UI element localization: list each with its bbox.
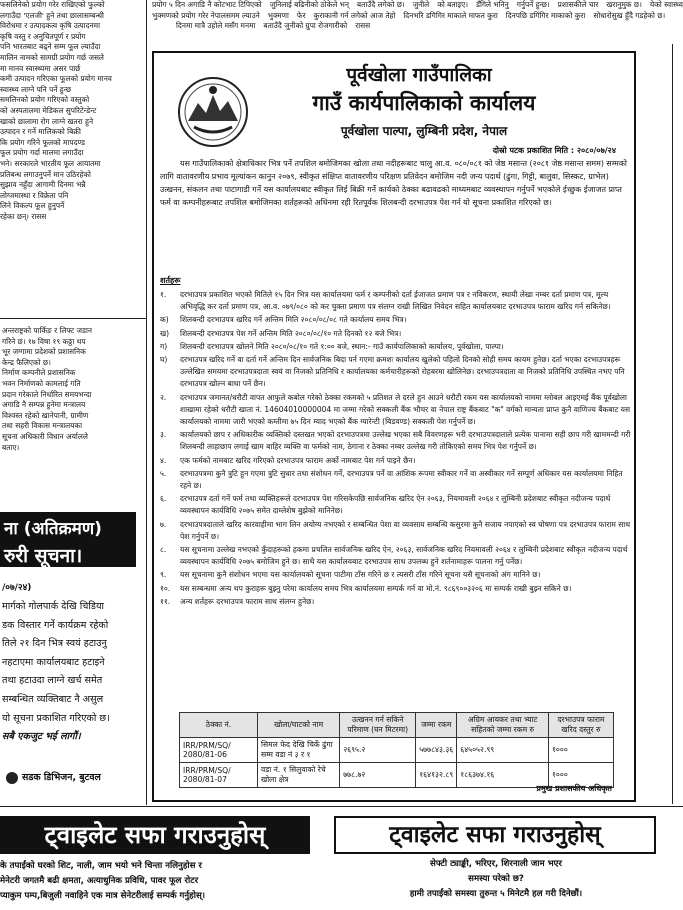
table-cell: १००० bbox=[548, 738, 613, 763]
left-column-2-line: भवन निर्माणको कामलाई गति bbox=[2, 378, 81, 388]
left-column-line: रहेका छन्। रासस bbox=[0, 211, 47, 221]
notice-intro: यस गाउँपालिकाको क्षेत्राधिकार भित्र पर्ने तपशिल बमोजिमका खोला तथा नदीहरूबाट चालु आ.व. ०८०/०८१ को जेष्ठ मसान्त (२०८१ जेष्ठ मसान्त समम) सम्मको लागि वातावरणीय प्रभाव मूल्यांकन कानुन २०७९, स्वीकृत संक्षिप्त वातावरणीय परिक्षण प्रतिवेदन बमोजिम नदी जन्य पदार्थ (ढुंगा, गिट्टी, बालुवा, सिस्कट, ग्राभेल) उत्खनन, संकलन तथा पाटागाडी गर्ने यस कार्यालयबाट स्वीकृत लिई बिक्री गर्ने कार्यको ठेक्का बढावढको माध्यमबाट व्यवस्थापन गर्नुपर्ने भएकोले ईच्छुक ईजाजत प्राप्त फर्म वा कम्पनीहरूबाट तपशिल बमोजिमका शर्तहरूको अधिनमा रही रितपूर्वक शिलबन्दी दरभाउपत्र पेश गर्न यो सूचना प्रकाशित गरिएको छ। bbox=[160, 159, 627, 207]
ad-right-line-2: समस्या परेको छ? bbox=[468, 874, 524, 884]
top-strip-fragment: बताउँदै जुनीको ग्रुपा रोजगारीको bbox=[263, 21, 348, 31]
left-notice-date: /०७/२४) bbox=[2, 583, 32, 593]
left-column-line: मालिन नामको सामग्री प्रयोग गर्छ जसले bbox=[0, 52, 104, 62]
left-column-line: कमी उत्पादन गरिएका फूलको प्रयोग मानव bbox=[0, 74, 112, 84]
condition-number: क) bbox=[160, 315, 169, 325]
table-header-cell: दरभाउपत्र फाराम खरिद दस्तुर रु bbox=[548, 713, 613, 738]
top-strip-fragment: सोधारोसुख हुँदै गडहेको छ। bbox=[593, 10, 666, 20]
left-column-2-line: भूर जग्गामा प्रदेशको प्रशासनिक bbox=[2, 347, 86, 357]
table-header-row bbox=[180, 713, 614, 738]
tender-notice bbox=[152, 51, 636, 802]
left-column-2-line: विश्वस्त रहेको खानेपानी, ग्रामीण bbox=[2, 410, 89, 420]
top-strip-fragment: भुक्मणको प्रयोग गरेर नेपालसमम ल्याउने bbox=[152, 10, 260, 20]
condition-text: दरभाउपत्र दर्ता गर्ने फर्म तथा व्यक्तिहरूले दरभाउपत्र पेश गरिसकेपछि सार्वजनिक खरिद ऐन २०६३, नियमावली २०६४ र लुम्बिनी प्रदेशबाट स्वीकृत नदीजन्य पदार्थ व्यवस्थापन कार्यविधि २०७५ समेत दाम्लेशेष बुझेको मानिनेछ। bbox=[180, 494, 611, 516]
condition-item bbox=[160, 429, 632, 453]
left-column-2-line: बताए। bbox=[2, 442, 20, 452]
table-cell: IRR/PRM/SQ/ 2080/81-07 bbox=[180, 763, 258, 788]
condition-number: ११. bbox=[160, 596, 171, 606]
condition-text: दरभाउपत्र प्रकाशित भएको मितिले १५ दिन भित्र यस कार्यालयमा फर्म र कम्पनीको दर्ता ईजाजत प्रमाण पत्र र नविकरण, स्थायी लेखा नम्बर दर्ता प्रमाण पत्र, मूल्य अभिवृद्धि कर दर्ता प्रमाण पत्र, आ.व. ०७९/०८० को कर चुक्ता प्रमाण पत्र संलग्न राखी लिखित निवेदन सहित कार्यालयबाट दरभाउपत्र फाराम खरिद गर्न सकिनेछ। bbox=[180, 290, 611, 312]
table-cell: २६९५.२ bbox=[340, 738, 416, 763]
table-header-cell: खोला/घाटको नाम bbox=[258, 713, 340, 738]
left-notice-title bbox=[0, 512, 136, 567]
left-notice-body bbox=[2, 598, 144, 747]
condition-text: एक फर्मको नामबाट खरिद गरिएको दरभाउपत्र फाराम अर्को नामबाट पेश गर्न पाइने छैन। bbox=[180, 455, 416, 465]
table-header-cell: उत्खनन गर्न सकिने परिमाण (घन मिटरमा) bbox=[340, 713, 416, 738]
section-divider bbox=[0, 318, 146, 319]
left-column-2 bbox=[2, 326, 142, 504]
condition-text: दरभाउपत्र जमानत/धरौटी वापत आफुले कबोल गरेको ठेक्का रकमको ५ प्रतिशत ले दरले हुन आउने धरौटी रकम यस कार्यालयको नाममा ग्लोबल आइएमई बैंक पूर्वखोला शाखामा रहेको धरौटी खाता नं. 14604010000004 मा जम्मा गरेको सक्कली बैंक भौचर वा नेपाल राष्ट्र बैंकबाट "क" वर्गको मान्यता प्राप्त कुनै वाणिज्य बैंकबाट यस कार्यालयको नाममा जारी भएको कम्तीमा ७५ दिन म्याद भएको बैंक ग्यारेन्टी (बिडवण्ड) सक्कली पेश गर्नुपर्ने छ। bbox=[180, 392, 631, 427]
top-column-left bbox=[0, 0, 140, 305]
condition-item bbox=[160, 519, 632, 543]
condition-text: शिलबन्दी दरभाउपत्र खरिद गर्ने अन्तिम मिति २०८०/०८/०८ गते कार्यालय समय भित्र। bbox=[180, 315, 407, 325]
ad-right-line-3: हामी तपाईंको समस्या तुरुन्त ५ मिनेटमै हल गरी दिनेछौं। bbox=[409, 889, 583, 899]
left-column-2-line: सूचना अधिकारी विधान अर्यालले bbox=[2, 431, 88, 441]
condition-text: यस सूचनामा उल्लेख नभएको कुँदाहरूको हकमा प्रचलित सार्वजनिक खरिद ऐन, २०६३, सार्वजनिक खरिद नियमावली २०६४ र लुम्बिनी प्रदेशबाट स्वीकृत नदीजन्य पदार्थ व्यवस्थापन कार्यविधि २०७५ बमोजिम हुने छ। साथै यस कार्यालयबाट दरभाउपत्र साथ उपलब्ध हुने शर्तनामाहरू पालना गर्नु पर्नेछ। bbox=[180, 545, 628, 567]
condition-text: अन्य शर्तहरू दरभाउपत्र फाराम साथ संलग्न हुनेछ। bbox=[180, 596, 315, 606]
condition-text: कार्यालयको छाप र अधिकारीक व्यक्तिको दस्तखत भएको दरभाउपत्रमा उल्लेख भएका सबै विवरणहरू भरी दरभाउपत्रदाताले प्रत्येक पानामा सही छाप गरी खाममन्दी गरी शिलबन्दी लाहाछाप लगाई खाम बाहिर व्यक्ति वा फर्मको नाम, ठेगाना र ठेक्का नम्बर उल्लेख गरी तोकिएको समय भित्र पेश गर्नुपर्ने छ। bbox=[180, 430, 631, 452]
condition-item bbox=[160, 328, 632, 340]
left-column-2-text bbox=[2, 326, 142, 453]
left-column-2-line: प्रदान गरेकाले निर्धारित समयभन्दा bbox=[2, 389, 92, 399]
top-strip-fragment: जुनीले bbox=[412, 0, 430, 9]
top-strip-fragment: प्रयोग ५ दिन अगाडि नै कोटभाट टिपिएको bbox=[152, 0, 262, 9]
condition-number: ७. bbox=[160, 519, 167, 529]
table-header-cell: ठेक्का नं. bbox=[180, 713, 258, 738]
top-strip-fragment: जुनिलाई बढिनीको ठोकेले भन् bbox=[269, 0, 349, 9]
ad-right bbox=[326, 812, 683, 910]
left-column-line: स्वास्थ्य लाग्ने पनि पर्ने हुन्छ bbox=[0, 84, 71, 94]
top-strip-fragment: गर्नुपर्ने हुन्छ। bbox=[516, 0, 550, 9]
top-strip-fragment: दिनमा मात्रै उहोले मसँग मनमा bbox=[176, 21, 256, 31]
left-notice-line: यो सूचना प्रकाशित गरिएको छ। bbox=[2, 712, 110, 724]
left-column-line: समलिनको प्रयोग गरिएको वस्तुको bbox=[0, 95, 90, 105]
municipality-name: पूर्वखोला गाउँपालिका bbox=[346, 64, 492, 86]
top-strip-fragment: डँगिले भनिनु bbox=[476, 0, 509, 9]
condition-item bbox=[160, 354, 632, 391]
top-strip-fragment: को बताइए। bbox=[437, 0, 469, 9]
condition-number: ३. bbox=[160, 430, 167, 440]
condition-number: १०. bbox=[160, 583, 171, 593]
left-column-line: फूल प्रयोग गर्दा मालमा लगाउँदा bbox=[0, 148, 84, 158]
table-cell: वडा नं. १ सिलुवाको रेचे खोला क्षेत्र bbox=[258, 763, 340, 788]
top-strip-fragment: बताउँदै लगेको छ। bbox=[356, 0, 405, 9]
ad-left-line-2: मेनेटरी जगतमै बढी क्षमता, अत्याधुनिक प्रविधि, पावर फूल रोटर bbox=[0, 876, 199, 886]
condition-item bbox=[160, 341, 632, 353]
condition-number: ४. bbox=[160, 455, 167, 465]
left-column-line: कि प्रयोग गरिने फूलको मापदण्ड bbox=[0, 137, 85, 147]
top-strip-fragment: येको स्वास्थ्य bbox=[649, 0, 683, 9]
condition-item bbox=[160, 569, 632, 581]
left-column-2-line: अगाडि नै सम्पन्न हुनेमा मन्त्रालय bbox=[2, 400, 86, 410]
left-column-2-line: अन्तराष्ट्रको पार्किङ र लिफ्ट जडान bbox=[2, 326, 92, 335]
condition-number: ९. bbox=[160, 570, 167, 580]
top-strip-line bbox=[152, 21, 683, 32]
left-column-line: लगाउँदा 'एलजी' हुने तथा छालासम्बन्धी bbox=[0, 10, 104, 20]
left-column-line: लिने विकल्प फूल हुनुपर्ने bbox=[0, 201, 65, 211]
left-column-line: भने। सरकारले भारतीय फूल आयातमा bbox=[0, 158, 101, 168]
condition-number: ग) bbox=[160, 341, 168, 351]
condition-item bbox=[160, 289, 632, 313]
left-notice-line: तिले २१ दिन भित्र स्वयं हटाउनु bbox=[2, 638, 107, 650]
top-strip-fragment: भुक्मणा bbox=[267, 10, 289, 20]
left-column-line: खाको छालामा रोग लाग्ने खतरा हुने bbox=[0, 116, 94, 126]
condition-number: ख) bbox=[160, 328, 170, 338]
left-notice-line: मार्गको गोलपार्क देखि चिडिया bbox=[2, 601, 104, 612]
left-notice-office bbox=[6, 770, 146, 784]
left-column-2-line: गरिने छ। १७ विषा १९ कठ्ठा थप bbox=[2, 336, 86, 346]
road-division-logo-icon bbox=[6, 772, 18, 784]
left-column-line: लोग्जमास्था र विक्रेता पनि bbox=[0, 190, 69, 200]
tender-table bbox=[179, 712, 614, 788]
top-columns-right bbox=[152, 0, 683, 44]
left-notice-office-name: सडक डिभिजन, बुटवल bbox=[22, 772, 101, 783]
top-strip-fragment: फेर bbox=[296, 10, 306, 20]
table-cell: १००० bbox=[548, 763, 613, 788]
publish-date: दोस्रो पटक प्रकाशित मिति : २०८०/०७/२४ bbox=[492, 146, 616, 155]
left-column-2-line: निर्माण कम्पनीले प्रशासनिक bbox=[2, 368, 76, 378]
table-row bbox=[180, 738, 614, 763]
ad-left-line-3: प्याकुम पम्प,बिजुली नवाहिने एक मात्र सेनेटरीलाई सम्पर्क गर्नुहोस्। bbox=[0, 891, 206, 901]
top-strip-fragment: दिनभरि डगिगिर माकाले माफत कुरा bbox=[403, 10, 498, 20]
condition-text: दरभाउपत्रमा कुनै त्रुटि हुन गएमा त्रुटि सुधार तथा संशोधन गर्ने, दरभाउपत्र पर्ने वा आंशिक रूपमा स्वीकार गर्ने वा अस्वीकार गर्ने सम्पूर्ण अधिकार यस कार्यालयमा निहित रहने छ। bbox=[180, 468, 623, 491]
conditions-heading: शर्तहरू bbox=[160, 276, 181, 285]
top-strip-text bbox=[152, 0, 683, 32]
condition-number: घ) bbox=[160, 355, 168, 365]
ad-left-line-1: के तपाईंको घरको शिट, नाली, जाम भयो भने चिन्ता नलिनुहोस र bbox=[0, 861, 202, 871]
right-border bbox=[672, 44, 673, 804]
condition-number: १. bbox=[160, 290, 167, 299]
table-cell: ७७८.७२ bbox=[340, 763, 416, 788]
ad-left bbox=[0, 812, 310, 910]
condition-item bbox=[160, 455, 632, 467]
condition-number: ६. bbox=[160, 494, 167, 504]
condition-text: शिलबन्दी दरभाउपत्र खोलने मिति २०८०/०८/१० गते १:०० बजे, स्थान:- गाउँ कार्यपालिकाको कार्यालय, पूर्वखोला, पाल्पा। bbox=[180, 341, 504, 351]
left-column-text bbox=[0, 0, 140, 222]
condition-text: शिलबन्दी दरभाउपत्र पेश गर्ने अन्तिम मिति २०८०/०८/१० गते दिनको १२ बजे भित्र। bbox=[180, 328, 402, 338]
top-strip-fragment: कुराकानी गर्न लगेको आज तेहो bbox=[313, 10, 396, 20]
left-column-line: उत्पादन र गर्ने मालिकको बिक्री bbox=[0, 127, 81, 137]
left-column-line: पनि भारतबाट बढ्ने सम्म फूल ल्याउँदा bbox=[0, 42, 101, 52]
left-column-2-line: केन्द्र फैलिएको छ। bbox=[2, 357, 51, 367]
condition-number: ५. bbox=[160, 468, 167, 478]
left-column-line: फसलिनेको प्रयोग गरेर राखिएको फुल्को bbox=[0, 0, 105, 9]
left-column-line: प्रतिबन्ध लगाउनुपर्ने मान उठिरहेको bbox=[0, 169, 91, 179]
nepal-emblem-icon bbox=[176, 75, 250, 149]
condition-number: २. bbox=[160, 392, 167, 402]
left-column-line: मा मानव स्वास्थ्यमा असर पार्छ bbox=[0, 63, 81, 73]
left-column-line: को अस्पतालमा मेडिकल सुपरिटेन्डेन्ट bbox=[0, 105, 97, 115]
condition-item bbox=[160, 493, 632, 517]
ad-right-headline: ट्वाइलेट सफा गराउनुहोस् bbox=[334, 816, 656, 854]
left-notice-line: नहटाएमा कार्यालयबाट हटाइने bbox=[2, 656, 105, 668]
condition-item bbox=[160, 314, 632, 326]
table-cell: १८६३७४.१६ bbox=[457, 763, 549, 788]
condition-item bbox=[160, 544, 632, 568]
ads-divider bbox=[0, 806, 683, 807]
table-header-cell: अग्रिम आयकर तथा भ्याट सहितको जम्मा रकम रु bbox=[457, 713, 549, 738]
left-notice-title-line1: ना (अतिक्रमण) bbox=[4, 519, 102, 539]
top-strip-fragment: प्रशासकीले चार bbox=[557, 0, 599, 9]
left-column-line: विरोधमा र उत्पादकत्व कृषि उत्पादनमा bbox=[0, 21, 101, 31]
left-column-line: कृषि वस्तु र अनुचितपूर्ण र प्रयोग bbox=[0, 31, 86, 41]
top-strip-line bbox=[152, 11, 683, 22]
table-cell: सिमल फेद देखि चिर्के ढुंगा सम्म वडा नं ३ र १ bbox=[258, 738, 340, 763]
signatory: प्रमुख प्रशासकीय अधिकृत bbox=[536, 784, 612, 793]
condition-text: यस सम्बन्धमा अन्य थप कुराहरू बुझ्नु परेमा कार्यालय समय भित्र कार्यालयमा सम्पर्क गर्न वा मो.नं. ९८६९००३२०६ मा सम्पर्क राखी बुझ्न सकिने छ। bbox=[180, 583, 572, 593]
condition-text: दरभाउपत्र खरिद गर्ने वा दर्ता गर्ने अन्तिम दिन सार्वजनिक बिदा पर्न गएमा क्रमशः कार्यालय खुलेको पहिलो दिनको सोही समय कायम हुनेछ। दर्ता भएका दरभाउपत्रहरू उल्लेखित समयमा दरभाउपत्रदाता स्वयं वा निजको प्रतिनिधि र कार्यालयका कर्मचारीहरूको रोहबरमा खोलिनेछ। दरभाउपत्रदाता वा निजको प्रतिनिधि उपस्थित नभए पनि दरभाउपत्र खोल्न बाधा पर्ने छैन। bbox=[180, 355, 625, 389]
table-cell: १६४१३२.८९ bbox=[416, 763, 457, 788]
column-divider bbox=[146, 0, 147, 500]
condition-item bbox=[160, 392, 632, 429]
left-column-line: सुझाव नहुँदा आगामी दिनमा भन्नै bbox=[0, 180, 86, 190]
left-notice-title-line2: रुरी सूचना। bbox=[4, 545, 83, 567]
top-strip-fragment: खरानुमुक छ। bbox=[606, 0, 642, 9]
office-name: गाउँ कार्यपालिकाको कार्यालय bbox=[312, 91, 536, 115]
condition-text: दरभाउपत्रदाताले खरिद कारवाहीमा भाग लिन अयोग्य नभएको र सम्बन्धित पेशा वा व्यवसाय सम्बन्धि कसुरमा कुनै सजाय नपाएको स्व घोषणा पत्र दरभाउपत्र फाराम साथ पेश गर्नुपर्ने छ। bbox=[180, 519, 631, 541]
condition-number: ८. bbox=[160, 545, 167, 555]
top-strip-line bbox=[152, 0, 683, 11]
condition-item bbox=[160, 468, 632, 492]
ad-left-headline: ट्वाइलेट सफा गराउनुहोस् bbox=[0, 816, 310, 854]
left-notice-line: तथा हटाउदा लाग्ने खर्च समेत bbox=[2, 675, 103, 687]
office-address: पूर्वखोला पाल्पा, लुम्बिनी प्रदेश, नेपाल bbox=[340, 124, 508, 138]
conditions-list bbox=[160, 289, 632, 609]
condition-item bbox=[160, 583, 632, 595]
table-cell: ६४५०५२.९९ bbox=[457, 738, 549, 763]
left-column-2-line: तथा सहरी विकास मन्त्रालयका bbox=[2, 421, 83, 431]
condition-text: यस सूचनामा कुनै संशोधन भएमा यस कार्यालयको सूचना पाटीमा टाँस गरिने छ र त्यसरी टाँस गरिने सूचना यसै सूचनाको अंग मानिने छ। bbox=[180, 570, 541, 580]
left-notice-line: सबै एकजुट भई लागौं। bbox=[2, 731, 81, 743]
table-cell: IRR/PRM/SQ/ 2080/81-06 bbox=[180, 738, 258, 763]
ad-right-line-1: सेफ्टी ट्याङ्की, भरिएर, शिरनाली जाम भएर bbox=[430, 859, 562, 869]
top-strip-fragment: रासस bbox=[355, 21, 371, 31]
table-header-cell: जम्मा रकम bbox=[416, 713, 457, 738]
table-cell: ५७७८४३.३६ bbox=[416, 738, 457, 763]
column-divider-2 bbox=[146, 500, 147, 805]
left-notice-line: सम्बन्धित व्यक्तिबाट नै असुल bbox=[2, 693, 104, 705]
condition-item bbox=[160, 596, 632, 608]
top-strip-fragment: दिनपछि डगिंगिर माकाको कुरा bbox=[505, 10, 586, 20]
left-notice-line: डक विस्तार गर्ने कार्यक्रम रहेको bbox=[2, 619, 109, 631]
